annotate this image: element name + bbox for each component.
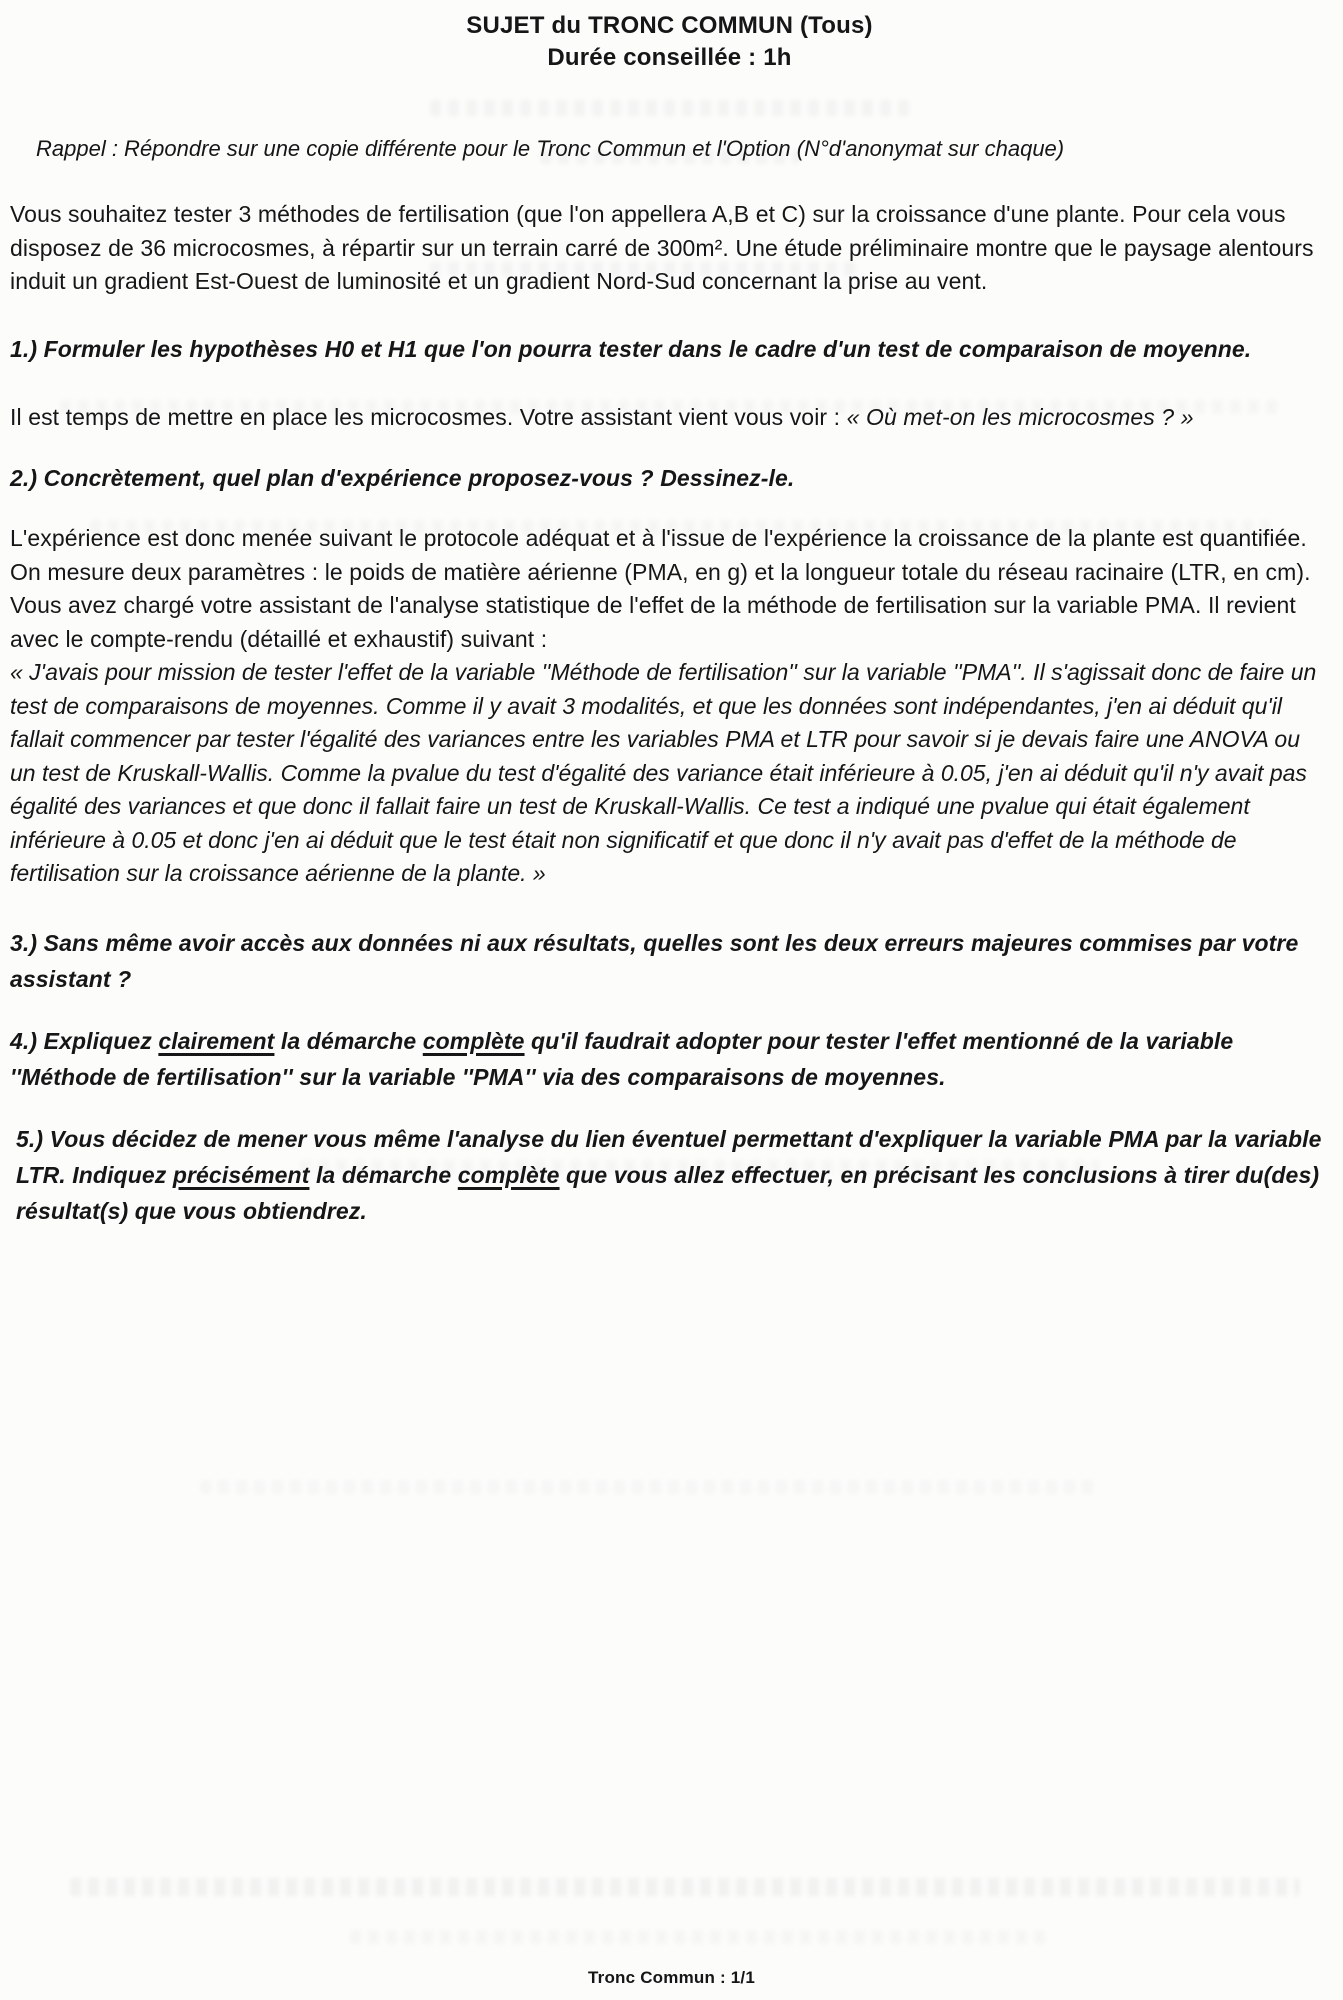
protocole-paragraph: L'expérience est donc menée suivant le protocole adéquat et à l'issue de l'expérience la croissance de la plante est quantifiée. On mesure deux paramètres : le poids de matière aérienne (PMA, en g) et la longueur totale du réseau racinaire (LTR, en cm).	[10, 525, 1311, 585]
document-header	[10, 10, 1329, 74]
question-3: 3.) Sans même avoir accès aux données ni aux résultats, quelles sont les deux erreurs majeures commises par votre assistant ?	[10, 929, 1299, 992]
question-5-text: la démarche	[309, 1161, 458, 1188]
scan-artifact	[70, 1878, 1300, 1896]
question-4-text: la démarche	[274, 1027, 423, 1054]
question-5	[10, 1121, 1329, 1229]
question-4-text: qu'il faudrait adopter pour tester l'effet mentionné de la variable ''Méthode de fertilisation'' sur la variable ''PMA'' via des comparaisons de moyennes.	[10, 1027, 1234, 1090]
analyse-paragraph: Vous avez chargé votre assistant de l'analyse statistique de l'effet de la méthode de fertilisation sur la variable PMA. Il revient avec le compte-rendu (détaillé et exhaustif) suivant :	[10, 592, 1296, 652]
assistant-report-quote: « J'avais pour mission de tester l'effet de la variable ''Méthode de fertilisation'' sur la variable ''PMA''. Il s'agissait donc de faire un test de comparaisons de moyennes. Comme il y avait 3 modalités, et que les données sont indépendantes, j'en ai déduit qu'il fallait commencer par tester l'égalité des variances entre les variables PMA et LTR pour savoir si je devais faire une ANOVA ou un test de Kruskall-Wallis. Comme la pvalue du test d'égalité des variance était inférieure à 0.05, j'en ai déduit qu'il n'y avait pas égalité des variances et que donc il fallait faire un test de Kruskall-Wallis. Ce test a indiqué une pvalue qui était également inférieure à 0.05 et donc j'en ai déduit que le test était non significatif et que donc il n'y avait pas d'effet de la méthode de fertilisation sur la croissance aérienne de la plante. »	[10, 659, 1317, 886]
microcosmes-paragraph	[10, 401, 1329, 435]
intro-paragraph: Vous souhaitez tester 3 méthodes de fertilisation (que l'on appellera A,B et C) sur la croissance d'une plante. Pour cela vous disposez de 36 microcosmes, à répartir sur un terrain carré de 300m². Une étude préliminaire montre que le paysage alentours induit un gradient Est-Ouest de luminosité et un gradient Nord-Sud concernant la prise au vent.	[10, 201, 1314, 294]
question-1: 1.) Formuler les hypothèses H0 et H1 que l'on pourra tester dans le cadre d'un test de comparaison de moyenne.	[10, 335, 1252, 362]
scan-artifact	[200, 1480, 1100, 1494]
question-5-underlined-word: complète	[457, 1161, 560, 1188]
question-4-underlined-word: complète	[422, 1027, 525, 1054]
microcosmes-text: Il est temps de mettre en place les microcosmes. Votre assistant vient vous voir :	[10, 403, 847, 430]
page-title: SUJET du TRONC COMMUN (Tous)	[466, 12, 873, 39]
question-5-text: 5.) Vous décidez de mener vous même l'analyse du lien éventuel permettant d'expliquer la variable PMA par la variable LTR. Indiquez	[16, 1125, 1322, 1188]
assistant-quote-inline: « Où met-on les microcosmes ? »	[846, 403, 1194, 430]
question-4	[10, 1023, 1329, 1095]
question-2: 2.) Concrètement, quel plan d'expérience proposez-vous ? Dessinez-le.	[10, 465, 795, 491]
question-4-text: 4.) Expliquez	[10, 1027, 159, 1054]
question-4-underlined-word: clairement	[158, 1027, 275, 1054]
question-5-text: que vous allez effectuer, en précisant les conclusions à tirer du(des) résultat(s) que vous obtiendrez.	[16, 1161, 1320, 1224]
duration-subtitle: Durée conseillée : 1h	[547, 44, 792, 71]
page-footer: Tronc Commun : 1/1	[587, 1968, 755, 1987]
rappel-note: Rappel : Répondre sur une copie différente pour le Tronc Commun et l'Option (N°d'anonymat sur chaque)	[36, 136, 1065, 161]
question-5-underlined-word: précisément	[172, 1161, 310, 1188]
scan-artifact	[350, 1930, 1050, 1944]
